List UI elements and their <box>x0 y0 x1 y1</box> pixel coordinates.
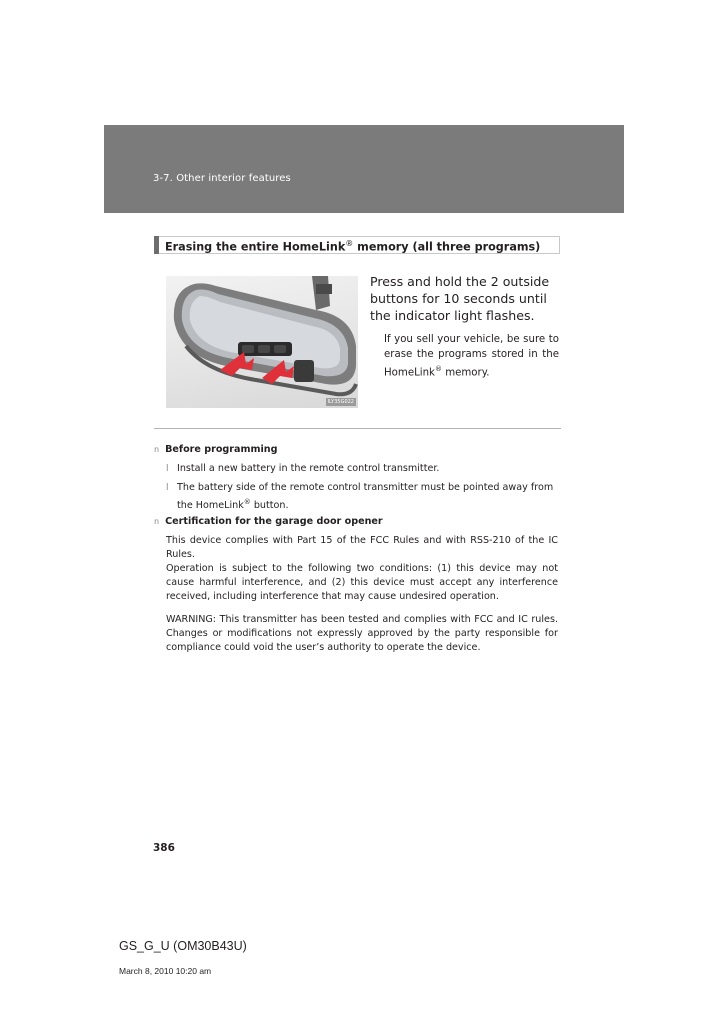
list-item <box>166 481 560 513</box>
topic-heading <box>154 236 560 254</box>
registered-mark: ® <box>434 365 442 373</box>
heading-text-part1: Erasing the entire HomeLink <box>165 240 346 254</box>
square-bullet-icon: n <box>154 517 160 526</box>
page-number: 386 <box>153 842 175 854</box>
list-item-text-part1: The battery side of the remote control transmitter must be pointed away from the HomeLink <box>177 482 554 512</box>
note-part1: If you sell your vehicle, be sure to erase the programs stored in the HomeLink <box>384 334 559 379</box>
bullet-icon: l <box>166 464 169 474</box>
subheading-text: Certification for the garage door opener <box>165 516 383 527</box>
subheading-text: Before programming <box>165 444 278 455</box>
paragraph: This device complies with Part 15 of the FCC Rules and with RSS-210 of the IC Rules. <box>166 535 558 561</box>
subheading-certification <box>154 516 383 527</box>
paragraph: Operation is subject to the following two conditions: (1) this device may not cause harmful interference, and (2) this device must accept any interference received, including interference that may cause undesired operation. <box>166 563 558 603</box>
subheading-before-programming <box>154 444 277 455</box>
divider <box>154 428 561 429</box>
registered-mark: ® <box>345 239 354 248</box>
paragraph: WARNING: This transmitter has been tested and complies with FCC and IC rules. Changes or modifications not expressly approved by the party responsible for compliance could void the user’s authority to operate the device. <box>166 614 558 654</box>
chapter-header-band <box>104 125 624 213</box>
list-item-text: Install a new battery in the remote control transmitter. <box>177 463 440 474</box>
registered-mark: ® <box>243 498 251 506</box>
section-title: 3-7. Other interior features <box>153 173 291 184</box>
list-item-text-part2: button. <box>250 500 289 512</box>
heading-marker <box>154 236 159 254</box>
figure-code: ILY35G022 <box>327 399 354 405</box>
bullet-icon: l <box>166 483 169 493</box>
rearview-mirror-photo <box>166 276 358 408</box>
instruction-text: Press and hold the 2 outside buttons for 10 seconds until the indicator light flashes. <box>370 274 550 323</box>
topic-heading-text <box>165 239 540 254</box>
print-timestamp: March 8, 2010 10:20 am <box>119 966 212 976</box>
mirror-illustration <box>166 276 358 408</box>
heading-text-part2: memory (all three programs) <box>353 240 541 254</box>
list-item-text <box>177 481 560 513</box>
square-bullet-icon: n <box>154 445 160 454</box>
note-part2: memory. <box>441 367 490 379</box>
list-item <box>166 462 560 476</box>
note-text <box>384 333 559 381</box>
document-id: GS_G_U (OM30B43U) <box>119 939 247 953</box>
